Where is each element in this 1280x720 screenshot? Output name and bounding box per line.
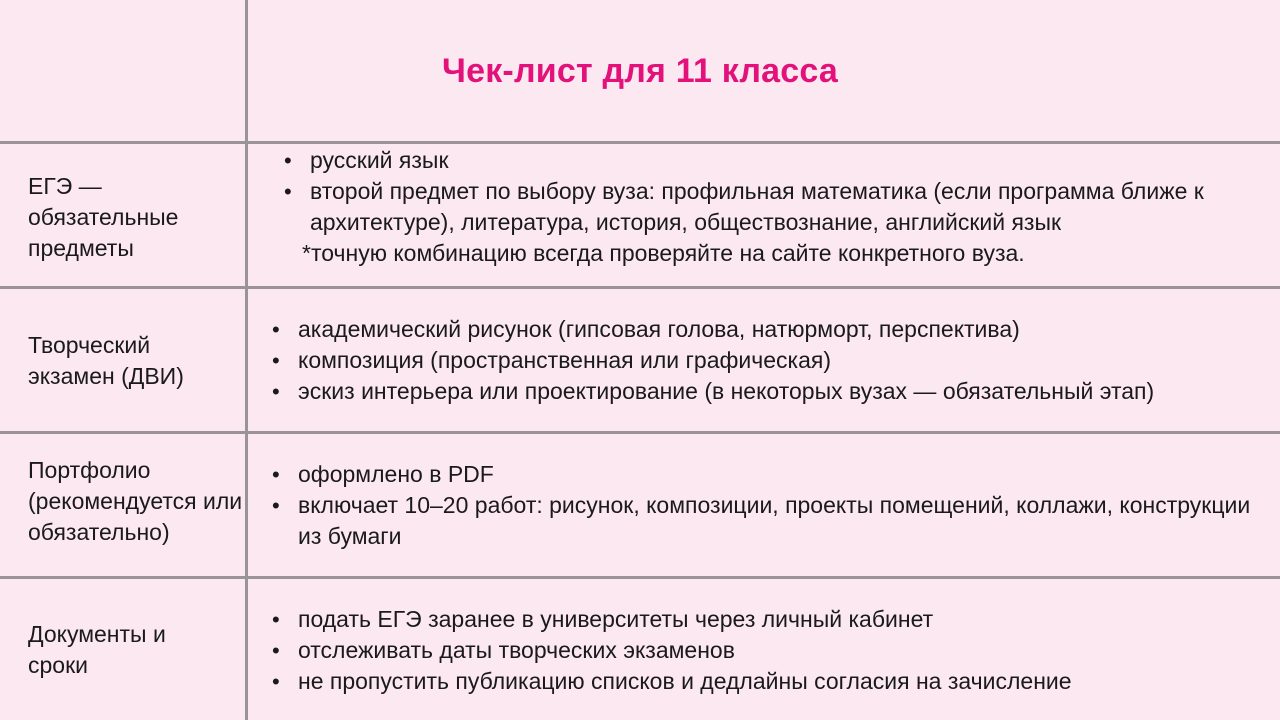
list [268,604,1268,697]
row-content-documents [268,604,1268,697]
table-row-divider [0,576,1280,579]
row-content-portfolio [268,459,1253,552]
list-item: • эскиз интерьера или проектирование (в некоторых вузах — обязательный этап) [268,376,1268,407]
list [268,459,1253,552]
list [268,314,1268,407]
row-label-creative-exam: Творческий экзамен (ДВИ) [28,332,184,389]
list-item: • академический рисунок (гипсовая голова, натюрморт, перспектива) [268,314,1268,345]
list-item: • подать ЕГЭ заранее в университеты через личный кабинет [268,604,1268,635]
page-title: Чек-лист для 11 класса [442,51,838,90]
row-note: *точную комбинацию всегда проверяйте на сайте конкретного вуза. [302,240,1025,266]
row-content-creative-exam [268,314,1268,407]
list-item: • включает 10–20 работ: рисунок, композиции, проекты помещений, коллажи, конструкции из бумаги [268,490,1253,552]
list-item: • композиция (пространственная или графическая) [268,345,1268,376]
row-label-portfolio: Портфолио (рекомендуется или обязательно) [28,457,243,545]
list-item: • не пропустить публикацию списков и дедлайны согласия на зачисление [268,666,1268,697]
list-item: • отслеживать даты творческих экзаменов [268,635,1268,666]
row-label-documents: Документы и сроки [28,621,166,678]
table-row-divider [0,286,1280,289]
list-item: • второй предмет по выбору вуза: профильная математика (если программа ближе к архитектуре), литература, история, обществознание, английский язык [280,176,1255,238]
table-row-divider [0,431,1280,434]
row-content-ege [280,145,1255,269]
list [280,145,1255,238]
list-item: • русский язык [280,145,1255,176]
row-label-ege: ЕГЭ — обязательные предметы [28,173,179,261]
list-item: • оформлено в PDF [268,459,1253,490]
